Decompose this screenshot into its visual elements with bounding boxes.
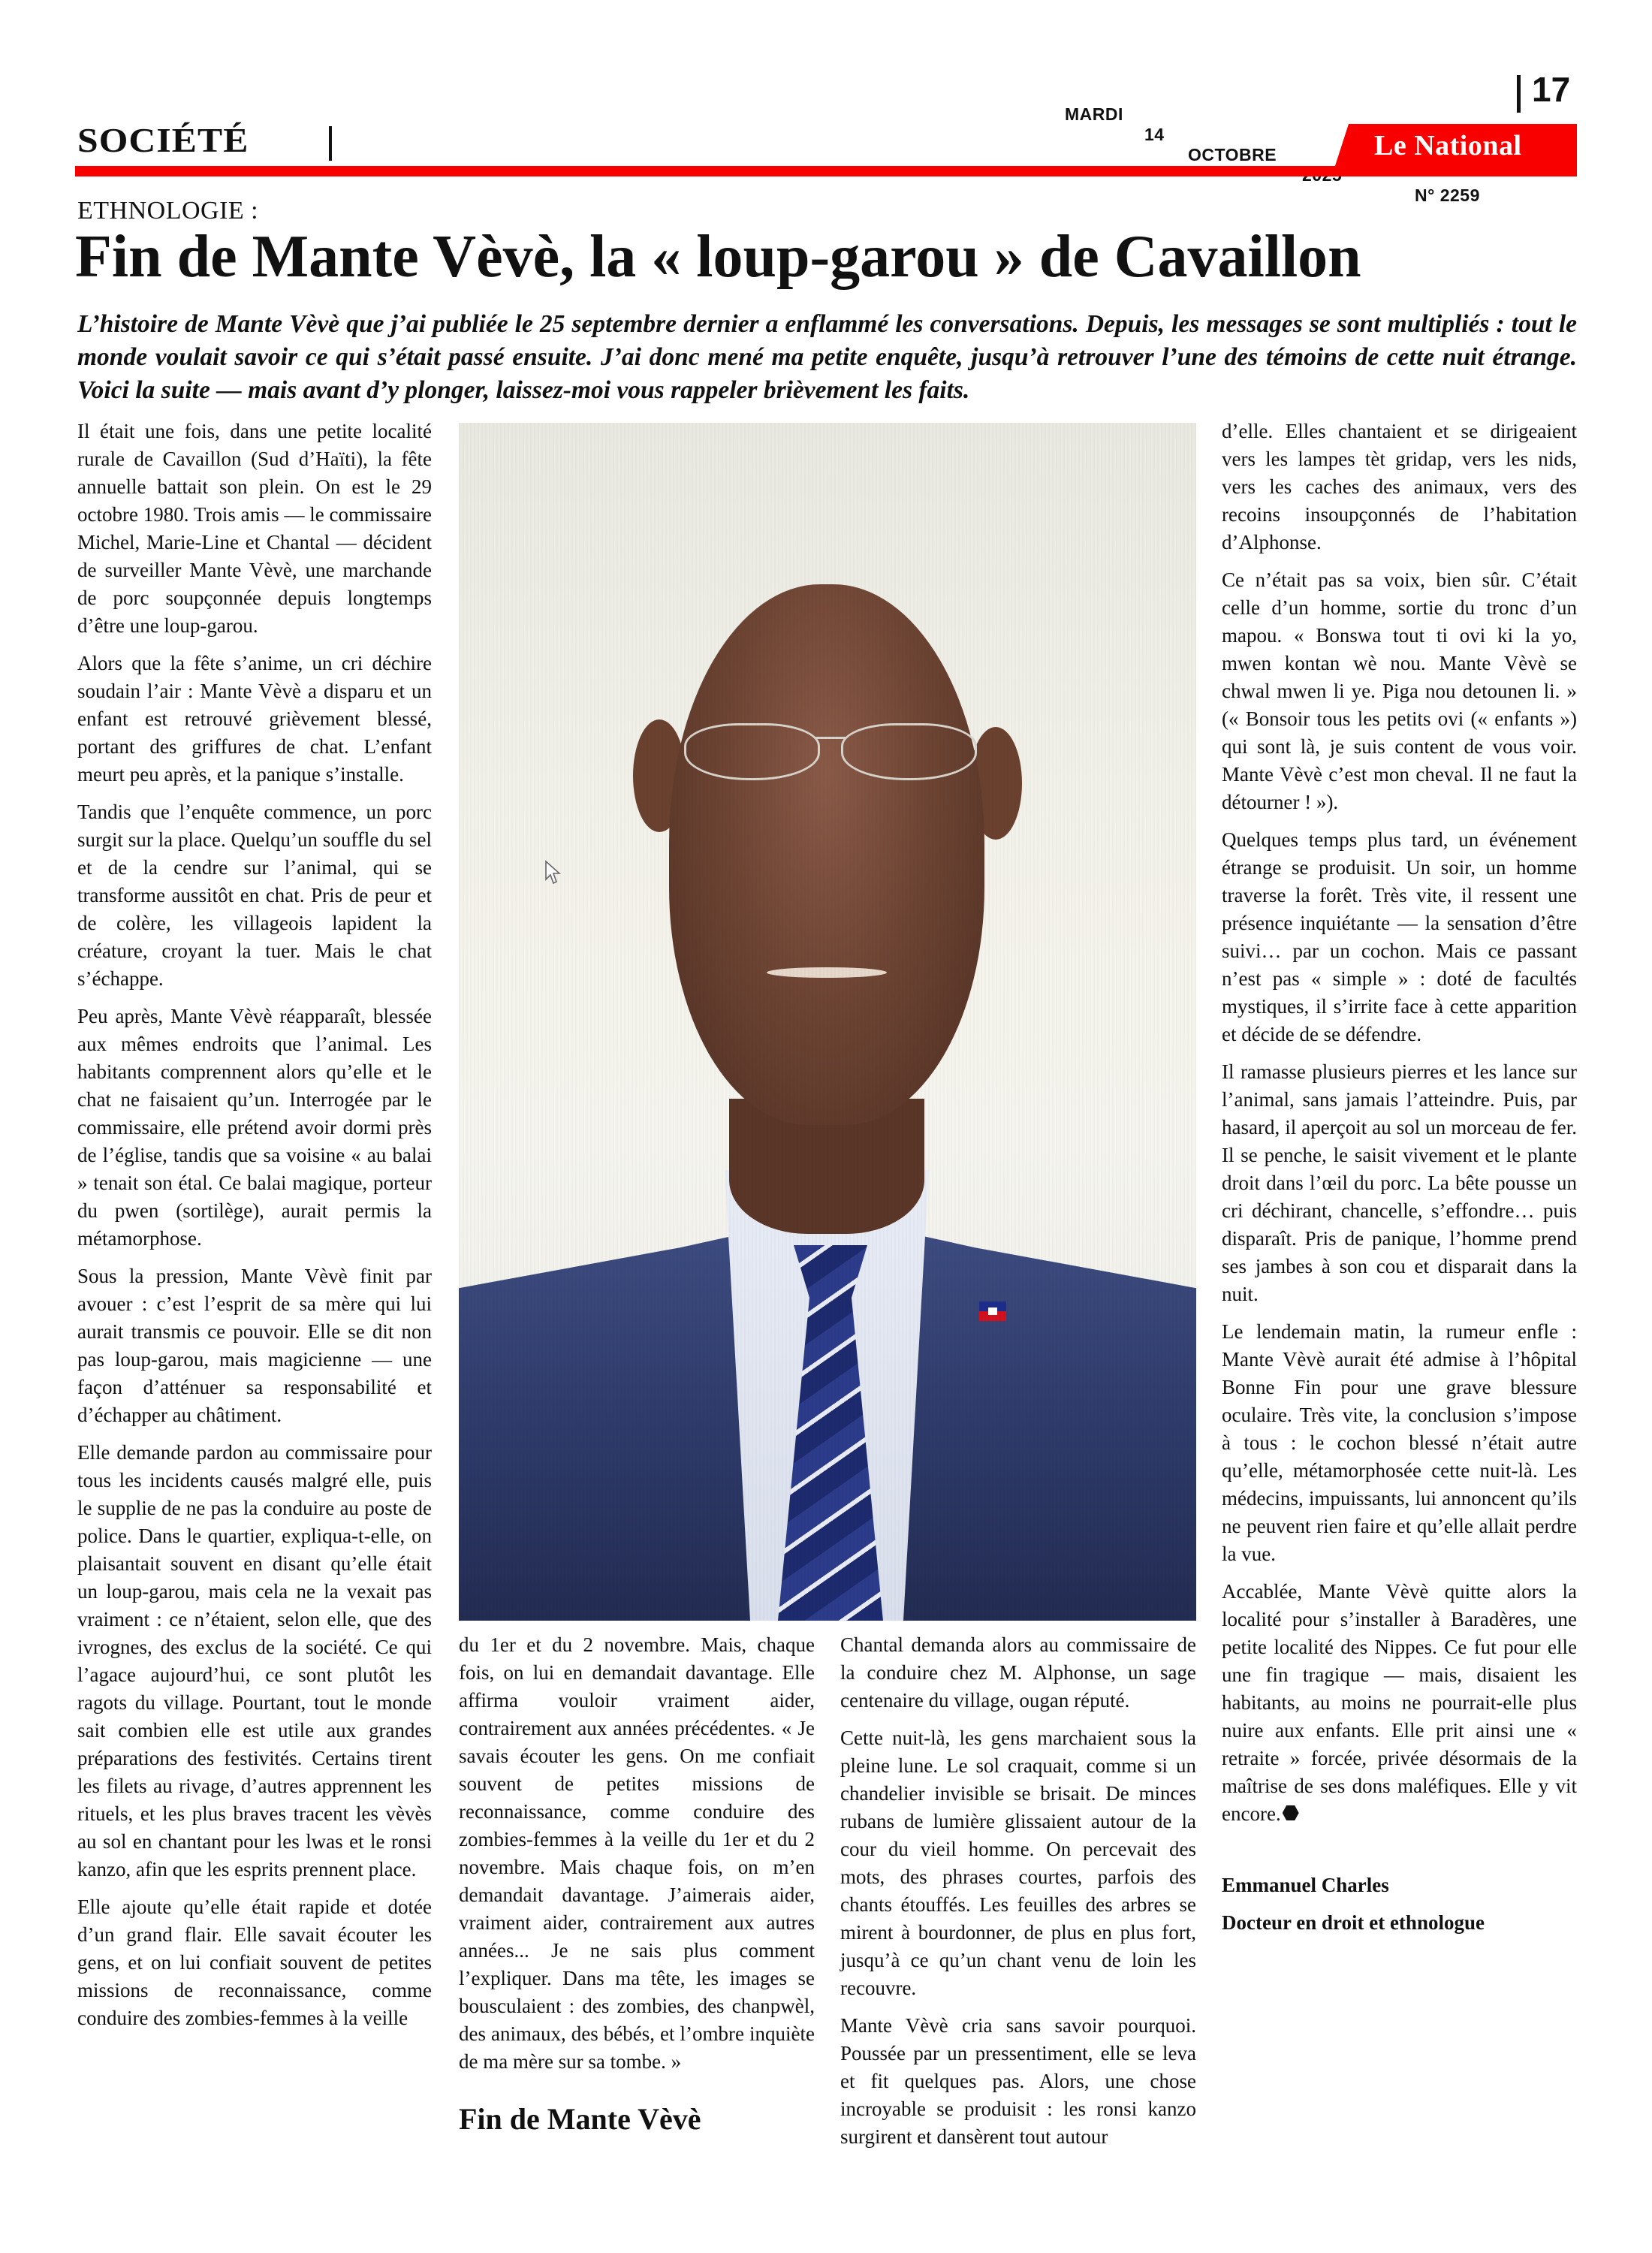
photo-lens-right	[841, 723, 977, 780]
paragraph: Alors que la fête s’anime, un cri déchire soudain l’air : Mante Vèvè a disparu et un enfant est retrouvé grièvement blessé, portant des griffures de chat. L’enfant meurt peu après, et la panique s’installe.	[77, 652, 432, 786]
paragraph: Elle demande pardon au commissaire pour tous les incidents causés malgré elle, puis le supplie de ne pas la conduire au poste de police. Dans le quartier, expliqua-t-elle, on plaisantait souvent en disant qu’elle était un loup-garou, mais cela ne la vexait pas vraiment : ce n’étaient, selon elle, que des ivrognes, des exclus de la société. Ce qui l’agace aujourd’hui, ce sont plutôt les ragots du village. Pourtant, tout le monde sait combien elle est utile aux grandes préparations des festivités. Certains tirent les filets au rivage, d’autres apprennent les rituels, et les plus braves tracent les vèvès au sol en chantant pour les lwas et le ronsi kanzo, afin que les esprits prennent place.	[77, 1441, 432, 1881]
hexagon-end-mark-icon	[1283, 1805, 1299, 1820]
mouse-pointer-icon	[544, 860, 561, 885]
paragraph: Quelques temps plus tard, un événement étrange se produisit. Un soir, un homme traverse la forêt. Très vite, il ressent une présence inquiétante — la sensation d’être suivi… par un cochon. Mais ce passant n’est pas « simple » : doté de facultés mystiques, il s’irrite face à cette apparition et décide de se défendre.	[1222, 828, 1577, 1045]
column-left	[77, 418, 432, 2042]
final-paragraph	[1222, 1578, 1577, 1828]
brand-logo: Le National	[1374, 130, 1522, 161]
paragraph: Peu après, Mante Vèvè réapparaît, blessée aux mêmes endroits que l’animal. Les habitants comprennent alors qu’elle et le chat ne faisaient qu’un. Interrogée par le commissaire, elle prétend avoir dormi près de l’église, tandis que sa voisine « au balai » tenait son étal. Ce balai magique, porteur du pwen (sortilège), aurait permis la métamorphose.	[77, 1005, 432, 1250]
page-number-divider	[1517, 75, 1521, 113]
article-standfirst: L’histoire de Mante Vèvè que j’ai publiée le 25 septembre dernier a enflammé les conversations. Depuis, les messages se sont multipliés : tout le monde voulait savoir ce qui s’était passé ensuite. J’ai donc mené ma petite enquête, jusqu’à retrouver l’une des témoins de cette nuit étrange. Voici la suite — mais avant d’y plonger, laissez-moi vous rappeler brièvement les faits.	[77, 310, 1577, 404]
photo-head	[669, 584, 984, 1125]
paragraph: d’elle. Elles chantaient et se dirigeaient vers les lampes tèt gridap, vers les nids, vers les caches des animaux, vers des recoins insoupçonnés de l’habitation d’Alphonse.	[1222, 420, 1577, 553]
paragraph: Il ramasse plusieurs pierres et les lance sur l’animal, sans jamais l’atteindre. Puis, par hasard, il aperçoit au sol un morceau de fer. Il se penche, le saisit vivement et le plante droit dans l’œil du porc. La bête pousse un cri déchirant, chancelle, s’effondre… puis disparaît. Pris de panique, l’homme prend ses jambes à son cou et disparait dans la nuit.	[1222, 1060, 1577, 1305]
column-right	[1222, 418, 1577, 1947]
column-middle-a	[459, 1631, 815, 2136]
article-photo	[459, 423, 1196, 1621]
dateline-month: OCTOBRE	[1188, 145, 1277, 164]
section-label: SOCIÉTÉ	[77, 121, 249, 159]
byline	[1222, 1871, 1577, 1937]
dateline-date: 14	[1144, 125, 1165, 144]
dateline-day: MARDI	[1065, 104, 1123, 124]
paragraph: Mante Vèvè cria sans savoir pourquoi. Poussée par un pressentiment, elle se leva et fit quelques pas. Alors, une chose incroyable se produisit : les ronsi kanzo surgirent et dansèrent tout autour	[840, 2014, 1196, 2148]
paragraph-text: Accablée, Mante Vèvè quitte alors la localité pour s’installer à Baradères, une petite localité des Nippes. Ce fut pour elle une fin tragique — mais, disaient les habitants, au moins ne pourrait-elle plus nuire aux enfants. Elle prit ainsi une « retraite » forcée, privée désormais de la maîtrise de ses dons maléfiques. Elle y vit encore.	[1222, 1580, 1577, 1825]
column-middle-b	[840, 1631, 1196, 2161]
article-headline: Fin de Mante Vèvè, la « loup-garou » de Cavaillon	[75, 224, 1361, 290]
photo-lens-left	[684, 723, 820, 780]
paragraph: Ce n’était pas sa voix, bien sûr. C’était celle d’un homme, sortie du tronc d’un mapou. « Bonswa tout ti ovi ki la yo, mwen kontan wè nou. Mante Vèvè se chwal mwen li ye. Piga nou detounen li. » (« Bonsoir tous les petits ovi (« enfants ») qui sont là, je suis content de vous voir. Mante Vèvè c’est mon cheval. Il ne faut la détourner ! »).	[1222, 569, 1577, 813]
paragraph: Cette nuit-là, les gens marchaient sous la pleine lune. Le sol craquait, comme si un chandelier invisible se brisait. De minces rubans de lumière glissaient autour de la cour du vieil homme. On percevait des mots, des phrases courtes, parfois des chants étouffés. Les feuilles des arbres se mirent à bourdonner, de plus en plus fort, jusqu’à ce qu’un chant venu de loin les recouvre.	[840, 1727, 1196, 1999]
article-kicker: ETHNOLOGIE :	[77, 197, 259, 225]
article-subhead: Fin de Mante Vèvè	[459, 2102, 701, 2136]
byline-author: Emmanuel Charles	[1222, 1874, 1389, 1896]
page-number: 17	[1532, 70, 1571, 109]
paragraph: Tandis que l’enquête commence, un porc surgit sur la place. Quelqu’un souffle du sel et de la cendre sur l’animal, qui se transforme aussitôt en chat. Pris de peur et de colère, les villageois lapident la créature, croyant la tuer. Mais le chat s’échappe.	[77, 801, 432, 990]
paragraph: Elle ajoute qu’elle était rapide et dotée d’un grand flair. Elle savait écouter les gens, et on lui confiait souvent de petites missions de reconnaissance, comme conduire des zombies-femmes à la veille	[77, 1896, 432, 2029]
section-divider	[329, 126, 332, 161]
paragraph: Il était une fois, dans une petite localité rurale de Cavaillon (Sud d’Haïti), la fête annuelle battait son plein. On est le 29 octobre 1980. Trois amis — le commissaire Michel, Marie-Line et Chantal — décident de surveiller Mante Vèvè, une marchande de porc soupçonnée depuis longtemps d’être une loup-garou.	[77, 420, 432, 637]
photo-glasses-bridge	[815, 737, 846, 739]
issue-number: N° 2259	[1415, 185, 1480, 205]
photo-mouth	[767, 967, 887, 978]
paragraph: Chantal demanda alors au commissaire de la conduire chez M. Alphonse, un sage centenaire du village, ougan réputé.	[840, 1633, 1196, 1712]
paragraph: du 1er et du 2 novembre. Mais, chaque fois, on lui en demandait davantage. Elle affirma vouloir vraiment aider, contrairement aux années précédentes. « Je savais écouter les gens. On me confiait souvent de petites missions de reconnaissance, comme conduire des zombies-femmes à la veille du 1er et du 2 novembre. Mais chaque fois, on m’en demandait davantage. J’aimerais aider, vraiment aider, contrairement aux autres années... Je ne sais plus comment l’expliquer. Dans ma tête, les images se bousculaient : des zombies, des chanpwèl, des animaux, des bébés, et l’ombre inquiète de ma mère sur sa tombe. »	[459, 1633, 815, 2073]
paragraph: Sous la pression, Mante Vèvè finit par avouer : c’est l’esprit de sa mère qui lui aurait transmis ce pouvoir. Elle se dit non pas loup-garou, mais magicienne — une façon d’atténuer sa responsabilité et d’échapper au châtiment.	[77, 1265, 432, 1426]
paragraph: Le lendemain matin, la rumeur enfle : Mante Vèvè aurait été admise à l’hôpital Bonne Fin pour une grave blessure oculaire. Très vite, la conclusion s’impose à tous : le cochon blessé n’était autre qu’elle, métamorphosée cette nuit-là. Les médecins, impuissants, lui annoncent qu’ils ne peuvent rien faire et qu’elle allait perdre la vue.	[1222, 1320, 1577, 1565]
photo-glasses	[684, 723, 977, 780]
byline-title: Docteur en droit et ethnologue	[1222, 1911, 1485, 1934]
flag-pin-icon	[979, 1301, 1006, 1321]
